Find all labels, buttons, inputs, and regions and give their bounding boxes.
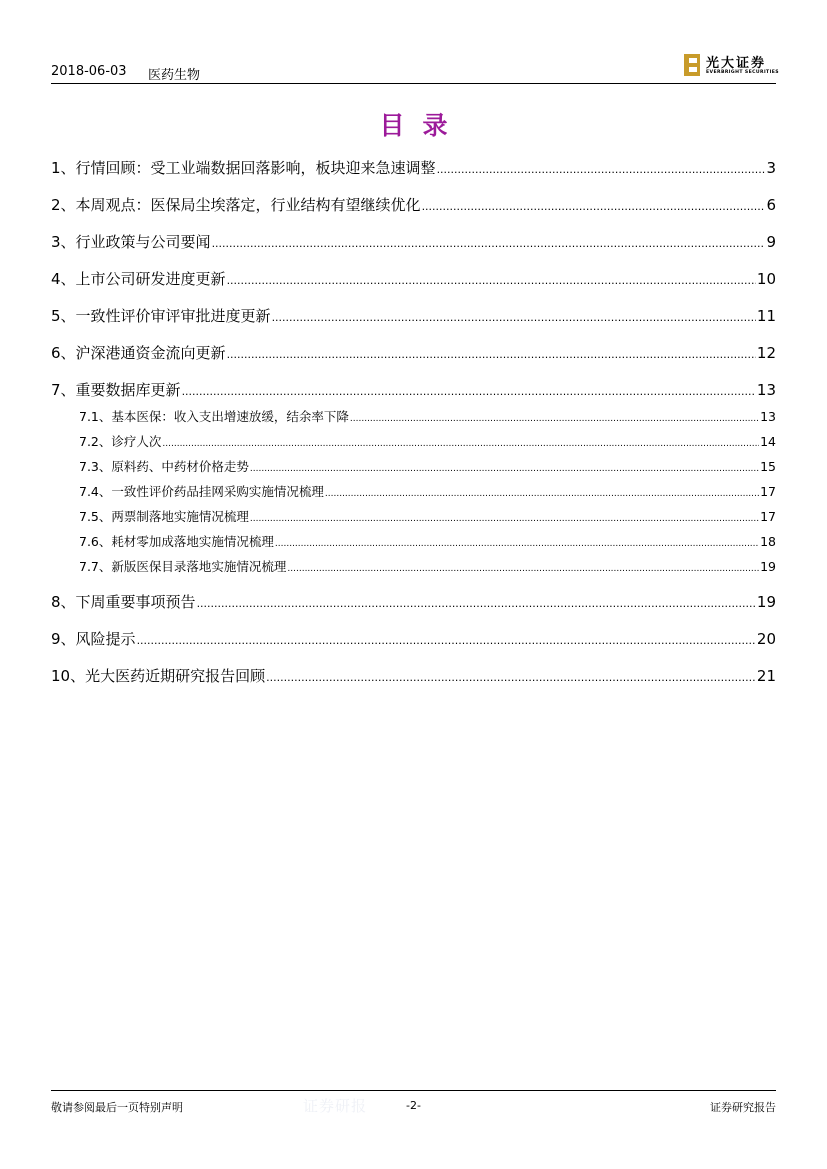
everbright-logo-icon	[684, 54, 700, 76]
toc-entry-number: 7.7、	[79, 559, 112, 574]
toc-entry[interactable]	[51, 407, 776, 425]
toc-entry-page: 6	[766, 196, 776, 214]
toc-entry-label: 原料药、中药材价格走势	[111, 459, 249, 474]
toc-dot-leader	[422, 200, 766, 213]
toc-entry-label: 新版医保目录落地实施情况梳理	[111, 559, 287, 574]
toc-entry-number: 3、	[51, 233, 76, 251]
toc-entry-label: 耗材零加成落地实施情况梳理	[111, 534, 274, 549]
toc-dot-leader	[272, 311, 756, 324]
toc-dot-leader	[212, 237, 766, 250]
toc-dot-leader	[287, 564, 759, 574]
toc-entry[interactable]	[51, 532, 776, 550]
toc-entry[interactable]	[51, 157, 776, 179]
toc-entry-number: 2、	[51, 196, 76, 214]
logo-text-cn: 光大证券	[706, 56, 767, 71]
toc-entry-label: 下周重要事项预告	[75, 593, 196, 611]
toc-entry-page: 17	[760, 484, 776, 499]
toc-entry-page: 10	[756, 270, 776, 288]
toc-title: 目录	[379, 111, 466, 140]
toc-entry-page: 9	[766, 233, 776, 251]
toc-entry-label: 本周观点：医保局尘埃落定，行业结构有望继续优化	[75, 196, 421, 214]
toc-entry-label: 行业政策与公司要闻	[75, 233, 211, 251]
toc-entry[interactable]	[51, 557, 776, 575]
toc-entry[interactable]	[51, 482, 776, 500]
toc-entry-label: 沪深港通资金流向更新	[75, 344, 226, 362]
toc-dot-leader	[227, 274, 756, 287]
footer-disclaimer: 敬请参阅最后一页特别声明	[51, 1101, 183, 1114]
toc-entry[interactable]	[51, 591, 776, 613]
toc-dot-leader	[266, 671, 756, 684]
toc-entry-page: 18	[760, 534, 776, 549]
toc-entry-page: 19	[756, 593, 776, 611]
toc-entry-number: 7.6、	[79, 534, 112, 549]
page-header	[51, 48, 779, 84]
toc-entry[interactable]	[51, 665, 776, 687]
toc-dot-leader	[350, 414, 759, 424]
page-footer	[51, 1090, 776, 1120]
toc-dot-leader	[250, 464, 759, 474]
toc-dot-leader	[275, 539, 759, 549]
toc-entry-page: 20	[756, 630, 776, 648]
toc-entry-number: 1、	[51, 159, 76, 177]
toc-entry[interactable]	[51, 194, 776, 216]
toc-entry-number: 4、	[51, 270, 76, 288]
toc-entry-label: 风险提示	[75, 630, 136, 648]
toc-entry-page: 12	[756, 344, 776, 362]
toc-entry-number: 7.3、	[79, 459, 112, 474]
toc-entry-label: 行情回顾：受工业端数据回落影响，板块迎来急速调整	[75, 159, 436, 177]
footer-watermark: 证券研报	[303, 1097, 368, 1115]
toc-entry-number: 7.5、	[79, 509, 112, 524]
toc-entry-page: 3	[766, 159, 776, 177]
toc-entry-page: 11	[756, 307, 776, 325]
toc-entry[interactable]	[51, 507, 776, 525]
toc-entry[interactable]	[51, 305, 776, 327]
toc-entry-number: 7.2、	[79, 434, 112, 449]
toc-dot-leader	[325, 489, 759, 499]
toc-entry-label: 光大医药近期研究报告回顾	[85, 667, 266, 685]
toc-entry-number: 8、	[51, 593, 76, 611]
toc-entry-number: 7.1、	[79, 409, 112, 424]
toc-entry-number: 7、	[51, 381, 76, 399]
toc-dot-leader	[182, 385, 756, 398]
toc-entry-number: 5、	[51, 307, 76, 325]
toc-dot-leader	[227, 348, 756, 361]
toc-entry-label: 一致性评价审评审批进度更新	[75, 307, 271, 325]
toc-entry-page: 13	[760, 409, 776, 424]
footer-doc-type: 证券研究报告	[710, 1101, 776, 1114]
toc-dot-leader	[162, 439, 759, 449]
toc-entry-page: 21	[756, 667, 776, 685]
toc-entry-label: 重要数据库更新	[75, 381, 181, 399]
toc-entry[interactable]	[51, 628, 776, 650]
toc-entry-label: 一致性评价药品挂网采购实施情况梳理	[111, 484, 324, 499]
toc-entry[interactable]	[51, 268, 776, 290]
report-sector: 医药生物	[148, 68, 201, 83]
everbright-logo	[684, 52, 779, 78]
toc-entry-number: 10、	[51, 667, 86, 685]
toc-entry-page: 13	[756, 381, 776, 399]
toc-entry[interactable]	[51, 342, 776, 364]
report-date: 2018-06-03	[51, 64, 127, 79]
toc-dot-leader	[197, 597, 756, 610]
toc-entry[interactable]	[51, 432, 776, 450]
toc-dot-leader	[437, 163, 766, 176]
toc-entry-page: 17	[760, 509, 776, 524]
page-number: -2-	[406, 1099, 421, 1112]
toc-entry-page: 14	[760, 434, 776, 449]
toc-entry[interactable]	[51, 231, 776, 253]
toc-dot-leader	[250, 514, 759, 524]
toc-entry-label: 诊疗人次	[111, 434, 162, 449]
toc-entry-label: 两票制落地实施情况梳理	[111, 509, 249, 524]
toc-entry-number: 6、	[51, 344, 76, 362]
toc-entry[interactable]	[51, 457, 776, 475]
toc-entry-page: 19	[760, 559, 776, 574]
toc-entry-number: 9、	[51, 630, 76, 648]
logo-text-en: EVERBRIGHT SECURITIES	[706, 70, 779, 75]
toc-entry-label: 基本医保：收入支出增速放缓，结余率下降	[111, 409, 349, 424]
toc-entry-label: 上市公司研发进度更新	[75, 270, 226, 288]
toc-entry-page: 15	[760, 459, 776, 474]
toc-dot-leader	[137, 634, 756, 647]
toc-entry[interactable]	[51, 379, 776, 401]
toc-entry-number: 7.4、	[79, 484, 112, 499]
